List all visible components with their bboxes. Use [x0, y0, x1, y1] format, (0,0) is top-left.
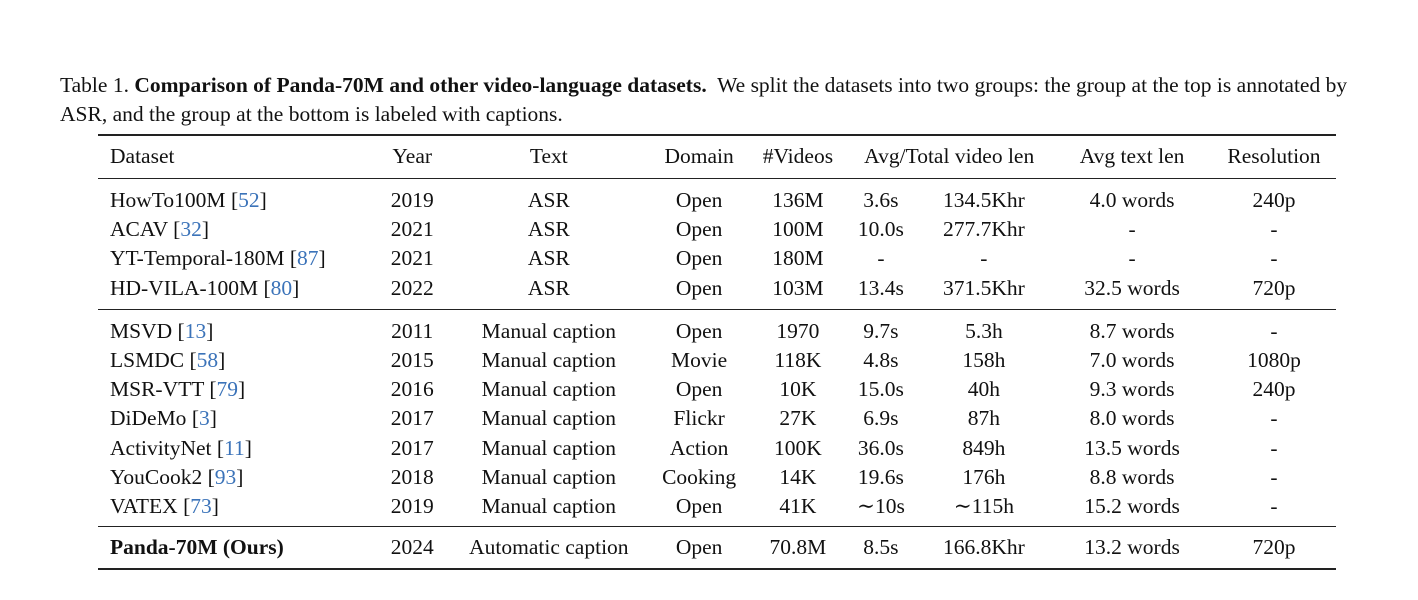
- year-cell: 2015: [390, 348, 434, 373]
- header-domain: Domain: [664, 144, 734, 169]
- citation-link[interactable]: 58: [196, 348, 219, 373]
- table-row: [98, 434, 1336, 463]
- domain-cell: Open: [675, 494, 723, 519]
- table-row: [98, 404, 1336, 433]
- videos-count-cell: 41K: [779, 494, 817, 519]
- text-type-cell: Manual caption: [481, 348, 616, 373]
- text-type-cell: Manual caption: [481, 464, 616, 489]
- table-row: [98, 309, 1336, 346]
- year-cell: 2016: [390, 377, 434, 402]
- total-video-len-cell: 40h: [967, 377, 1000, 402]
- avg-text-len-cell: 9.3 words: [1089, 377, 1175, 402]
- avg-video-len-cell: 15.0s: [857, 377, 904, 402]
- domain-cell: Cooking: [662, 464, 737, 489]
- resolution-cell: -: [1270, 318, 1278, 343]
- total-video-len-cell: 371.5Khr: [942, 275, 1025, 300]
- citation-link[interactable]: 3: [198, 406, 210, 431]
- table-caption: [60, 71, 1390, 129]
- domain-cell: Open: [675, 275, 723, 300]
- avg-text-len-cell: 15.2 words: [1084, 494, 1180, 519]
- text-type-cell: Manual caption: [481, 377, 616, 402]
- dataset-name: YouCook2: [110, 464, 203, 489]
- group-captions: [98, 309, 1336, 526]
- caption-text: We split the datasets into two groups: the group at the top is annotated by ASR, and the group at the bottom is labeled with captions.: [60, 73, 1348, 126]
- dataset-cell: YT-Temporal-180M [87]: [110, 246, 326, 271]
- table-row: [98, 492, 1336, 527]
- avg-text-len-cell: 8.7 words: [1089, 318, 1175, 343]
- caption-title: Comparison of Panda-70M and other video-language datasets.: [134, 73, 707, 97]
- year-cell: 2018: [390, 464, 434, 489]
- avg-video-len-cell: 9.7s: [863, 318, 899, 343]
- dataset-name: YT-Temporal-180M: [110, 246, 285, 271]
- citation-link[interactable]: 13: [184, 318, 207, 343]
- videos-count-cell: 180M: [772, 246, 824, 271]
- dataset-name: ACAV: [110, 217, 168, 242]
- table-row: [98, 463, 1336, 492]
- text-type-cell: Manual caption: [481, 435, 616, 460]
- text-type-cell: Automatic caption: [469, 535, 629, 560]
- dataset-cell: HowTo100M [52]: [110, 188, 267, 212]
- text-type-cell: ASR: [527, 188, 570, 212]
- videos-count-cell: 103M: [772, 275, 824, 300]
- year-cell: 2019: [390, 188, 434, 212]
- resolution-cell: 240p: [1252, 377, 1296, 402]
- year-cell: 2017: [390, 406, 434, 431]
- avg-video-len-cell: 3.6s: [863, 188, 899, 212]
- resolution-cell: 720p: [1252, 275, 1296, 300]
- caption-label: Table 1.: [60, 73, 129, 97]
- dataset-name: MSVD: [110, 318, 173, 343]
- header-dataset: Dataset: [110, 144, 175, 169]
- citation-link[interactable]: 32: [180, 217, 202, 242]
- year-cell: 2024: [390, 535, 434, 560]
- dataset-name: Panda-70M (Ours): [110, 535, 284, 560]
- dataset-cell: VATEX [73]: [110, 494, 219, 519]
- domain-cell: Movie: [671, 348, 728, 373]
- domain-cell: Open: [675, 217, 723, 242]
- total-video-len-cell: 849h: [962, 435, 1006, 460]
- resolution-cell: -: [1270, 406, 1278, 431]
- resolution-cell: 1080p: [1247, 348, 1301, 373]
- year-cell: 2021: [390, 217, 434, 242]
- citation-link[interactable]: 79: [216, 377, 239, 402]
- avg-text-len-cell: 8.8 words: [1089, 464, 1175, 489]
- group-asr: [98, 179, 1336, 310]
- domain-cell: Action: [669, 435, 729, 460]
- table-row: [98, 244, 1336, 273]
- domain-cell: Open: [675, 318, 723, 343]
- resolution-cell: 240p: [1252, 188, 1296, 212]
- text-type-cell: Manual caption: [481, 406, 616, 431]
- total-video-len-cell: 5.3h: [965, 318, 1003, 343]
- total-video-len-cell: ∼115h: [953, 494, 1014, 519]
- group-ours: [98, 527, 1336, 570]
- text-type-cell: ASR: [527, 275, 570, 300]
- resolution-cell: -: [1270, 217, 1278, 242]
- citation-link[interactable]: 11: [224, 435, 245, 460]
- comparison-table: [98, 134, 1336, 570]
- dataset-cell: DiDeMo [3]: [110, 406, 217, 431]
- videos-count-cell: 10K: [779, 377, 817, 402]
- avg-text-len-cell: 13.5 words: [1084, 435, 1180, 460]
- dataset-cell: MSR-VTT [79]: [110, 377, 246, 402]
- dataset-cell: ActivityNet [11]: [110, 435, 252, 460]
- domain-cell: Open: [675, 377, 723, 402]
- table-row: [98, 274, 1336, 310]
- header-video-len: Avg/Total video len: [864, 144, 1035, 169]
- header-text-len: Avg text len: [1079, 144, 1185, 169]
- videos-count-cell: 136M: [772, 188, 824, 212]
- header-videos: #Videos: [762, 144, 834, 169]
- dataset-cell: HD-VILA-100M [80]: [110, 275, 300, 300]
- header-text: Text: [529, 144, 568, 169]
- avg-text-len-cell: 32.5 words: [1084, 275, 1180, 300]
- citation-link[interactable]: 73: [190, 494, 212, 519]
- year-cell: 2022: [390, 275, 434, 300]
- domain-cell: Flickr: [673, 406, 725, 431]
- videos-count-cell: 100M: [772, 217, 824, 242]
- dataset-name: LSMDC: [110, 348, 185, 373]
- dataset-cell: [98, 527, 375, 570]
- year-cell: 2019: [390, 494, 434, 519]
- dataset-cell: LSMDC [58]: [110, 348, 226, 373]
- dataset-name: DiDeMo: [110, 406, 187, 431]
- avg-text-len-cell: 8.0 words: [1089, 406, 1175, 431]
- text-type-cell: Manual caption: [481, 318, 616, 343]
- domain-cell: Open: [675, 188, 723, 212]
- avg-text-len-cell: 4.0 words: [1089, 188, 1175, 212]
- citation-link[interactable]: 87: [297, 246, 319, 271]
- total-video-len-cell: 158h: [962, 348, 1006, 373]
- text-type-cell: ASR: [527, 246, 570, 271]
- dataset-cell: ACAV [32]: [110, 217, 209, 242]
- avg-video-len-cell: 6.9s: [863, 406, 899, 431]
- table-row: [98, 179, 1336, 216]
- header-resolution: Resolution: [1227, 144, 1321, 169]
- header-row: [98, 135, 1336, 179]
- resolution-cell: -: [1270, 464, 1278, 489]
- total-video-len-cell: 277.7Khr: [942, 217, 1025, 242]
- dataset-cell: YouCook2 [93]: [110, 464, 244, 489]
- avg-video-len-cell: 8.5s: [863, 535, 899, 560]
- avg-text-len-cell: -: [1128, 217, 1136, 242]
- resolution-cell: -: [1270, 494, 1278, 519]
- total-video-len-cell: 134.5Khr: [942, 188, 1025, 212]
- avg-video-len-cell: -: [877, 246, 885, 271]
- avg-text-len-cell: -: [1128, 246, 1136, 271]
- dataset-name: HowTo100M: [110, 188, 226, 212]
- videos-count-cell: 118K: [774, 348, 822, 373]
- videos-count-cell: 14K: [779, 464, 817, 489]
- videos-count-cell: 100K: [773, 435, 822, 460]
- text-type-cell: Manual caption: [481, 494, 616, 519]
- domain-cell: Open: [675, 246, 723, 271]
- dataset-name: VATEX: [110, 494, 178, 519]
- dataset-cell: MSVD [13]: [110, 318, 214, 343]
- avg-video-len-cell: 4.8s: [863, 348, 899, 373]
- total-video-len-cell: 166.8Khr: [942, 535, 1025, 560]
- table-header: [98, 135, 1336, 179]
- resolution-cell: -: [1270, 246, 1278, 271]
- year-cell: 2017: [390, 435, 434, 460]
- resolution-cell: 720p: [1252, 535, 1296, 560]
- year-cell: 2011: [391, 318, 434, 343]
- total-video-len-cell: -: [980, 246, 988, 271]
- domain-cell: Open: [675, 535, 723, 560]
- total-video-len-cell: 176h: [962, 464, 1006, 489]
- resolution-cell: -: [1270, 435, 1278, 460]
- citation-link[interactable]: 52: [238, 188, 260, 212]
- videos-count-cell: 70.8M: [769, 535, 827, 560]
- table-row: [98, 527, 1336, 570]
- dataset-name: MSR-VTT: [110, 377, 204, 402]
- comparison-table-wrapper: [98, 134, 1336, 570]
- avg-text-len-cell: 13.2 words: [1084, 535, 1180, 560]
- videos-count-cell: 27K: [779, 406, 817, 431]
- table-row: [98, 215, 1336, 244]
- avg-video-len-cell: 10.0s: [857, 217, 904, 242]
- avg-text-len-cell: 7.0 words: [1089, 348, 1175, 373]
- avg-video-len-cell: ∼10s: [856, 494, 905, 519]
- citation-link[interactable]: 93: [214, 464, 237, 489]
- citation-link[interactable]: 80: [270, 275, 293, 300]
- avg-video-len-cell: 13.4s: [857, 275, 904, 300]
- table-row: [98, 375, 1336, 404]
- text-type-cell: ASR: [527, 217, 570, 242]
- table-row: [98, 346, 1336, 375]
- year-cell: 2021: [390, 246, 434, 271]
- avg-video-len-cell: 36.0s: [857, 435, 904, 460]
- dataset-name: ActivityNet: [110, 435, 212, 460]
- total-video-len-cell: 87h: [967, 406, 1000, 431]
- dataset-name: HD-VILA-100M: [110, 275, 259, 300]
- avg-video-len-cell: 19.6s: [857, 464, 904, 489]
- header-year: Year: [392, 144, 433, 169]
- videos-count-cell: 1970: [776, 318, 820, 343]
